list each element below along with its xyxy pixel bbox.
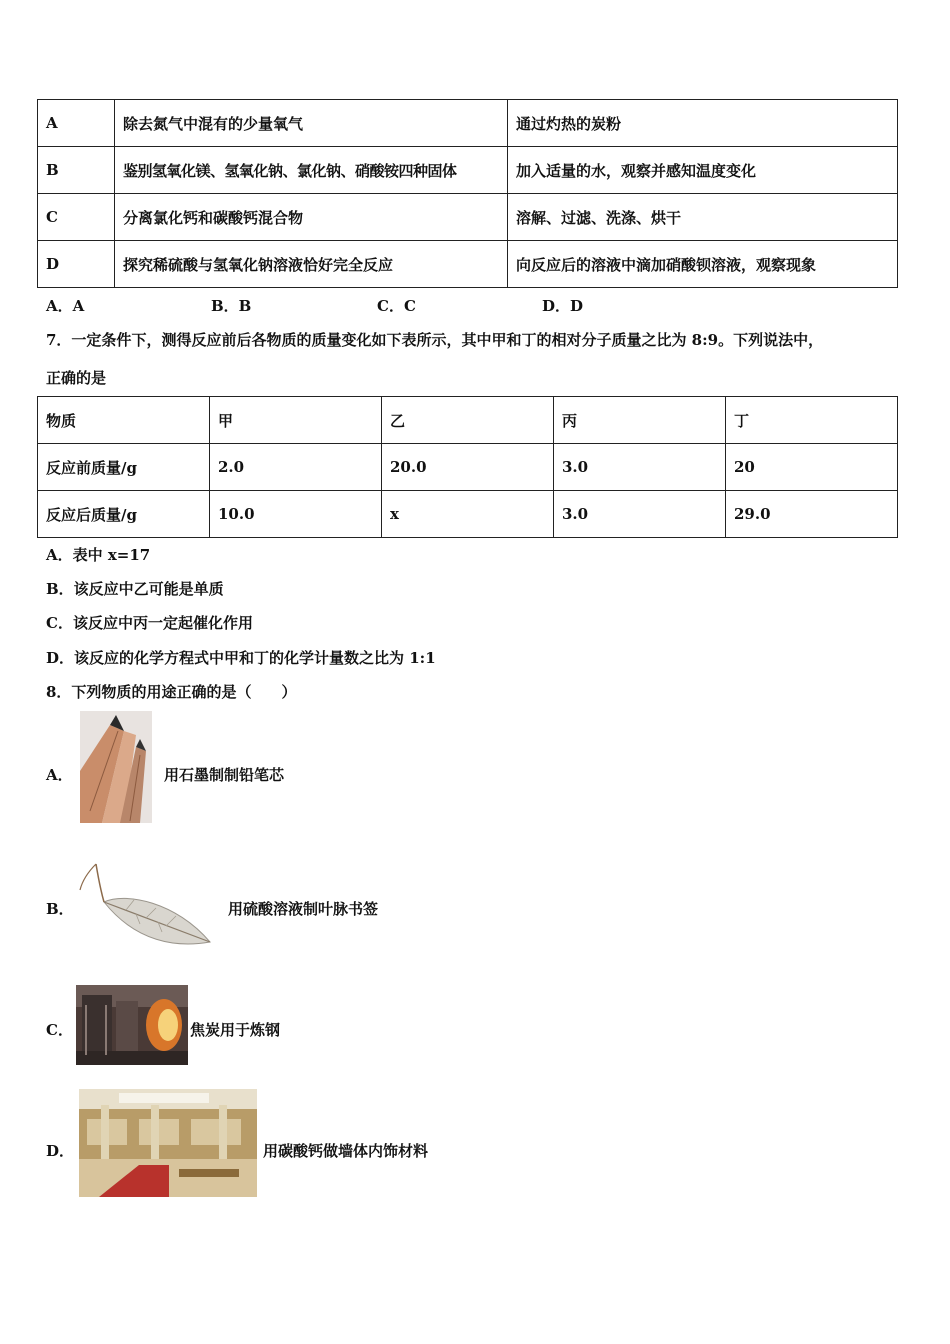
experiment-method: 溶解、过滤、洗涤、烘干 xyxy=(508,194,898,241)
hall-icon xyxy=(79,1089,257,1197)
experiment-method: 向反应后的溶液中滴加硝酸钡溶液，观察现象 xyxy=(508,241,898,288)
q8-option-b-letter[interactable]: B． xyxy=(46,900,74,918)
q6-option-c[interactable]: C．C xyxy=(377,297,416,315)
q8-option-a-text: 用石墨制制铅笔芯 xyxy=(164,766,285,784)
row-letter: C xyxy=(38,194,115,241)
q6-option-b[interactable]: B．B xyxy=(211,297,252,315)
table-row xyxy=(38,147,898,194)
q8-option-c-text: 焦炭用于炼钢 xyxy=(190,1021,281,1039)
table-row xyxy=(38,444,898,491)
row-letter: A xyxy=(38,100,115,147)
table-header-cell: 物质 xyxy=(38,397,210,444)
q8-option-a-letter[interactable]: A． xyxy=(46,766,73,784)
pencil-tips-photo xyxy=(80,711,152,823)
table-cell: 反应前质量/g xyxy=(38,444,210,491)
q7-mass-table xyxy=(37,396,898,538)
table-header-cell: 甲 xyxy=(210,397,382,444)
pencil-icon xyxy=(80,711,152,823)
table-header-cell: 丁 xyxy=(726,397,898,444)
q8-option-d-text: 用碳酸钙做墙体内饰材料 xyxy=(263,1142,429,1160)
table-header-cell: 乙 xyxy=(382,397,554,444)
steel-furnace-photo xyxy=(76,985,188,1065)
q8-option-c-letter[interactable]: C． xyxy=(46,1021,73,1039)
table-cell: 20 xyxy=(726,444,898,491)
table-cell: 10.0 xyxy=(210,491,382,538)
experiment-purpose: 探究稀硫酸与氢氧化钠溶液恰好完全反应 xyxy=(115,241,508,288)
table-cell: x xyxy=(382,491,554,538)
q7-option-a[interactable]: A．表中 x=17 xyxy=(46,546,151,564)
table-cell: 3.0 xyxy=(554,444,726,491)
experiment-method: 加入适量的水，观察并感知温度变化 xyxy=(508,147,898,194)
row-letter: D xyxy=(38,241,115,288)
hall-interior-photo xyxy=(79,1089,257,1197)
q7-stem-line1: 7．一定条件下，测得反应前后各物质的质量变化如下表所示，其中甲和丁的相对分子质量之比为 8:9。下列说法中， xyxy=(46,331,824,349)
table-cell: 2.0 xyxy=(210,444,382,491)
q7-option-d[interactable]: D．该反应的化学方程式中甲和丁的化学计量数之比为 1:1 xyxy=(46,649,436,667)
q7-option-c[interactable]: C．该反应中丙一定起催化作用 xyxy=(46,614,253,632)
table-row xyxy=(38,491,898,538)
q7-option-b[interactable]: B．该反应中乙可能是单质 xyxy=(46,580,224,598)
table-row xyxy=(38,194,898,241)
q8-option-d-letter[interactable]: D． xyxy=(46,1142,75,1160)
leaf-icon xyxy=(76,862,216,952)
q8-option-b-text: 用硫酸溶液制叶脉书签 xyxy=(228,900,379,918)
leaf-skeleton-photo xyxy=(76,862,216,952)
q6-option-d[interactable]: D．D xyxy=(542,297,584,315)
table-cell: 3.0 xyxy=(554,491,726,538)
furnace-icon xyxy=(76,985,188,1065)
experiment-purpose: 除去氮气中混有的少量氧气 xyxy=(115,100,508,147)
table-row xyxy=(38,397,898,444)
table-cell: 反应后质量/g xyxy=(38,491,210,538)
experiment-purpose: 分离氯化钙和碳酸钙混合物 xyxy=(115,194,508,241)
table-cell: 20.0 xyxy=(382,444,554,491)
q8-stem: 8．下列物质的用途正确的是（ ） xyxy=(46,683,297,701)
q6-option-a[interactable]: A．A xyxy=(46,297,85,315)
table-cell: 29.0 xyxy=(726,491,898,538)
row-letter: B xyxy=(38,147,115,194)
table-row xyxy=(38,241,898,288)
table-header-cell: 丙 xyxy=(554,397,726,444)
experiment-purpose: 鉴别氢氧化镁、氢氧化钠、氯化钠、硝酸铵四种固体 xyxy=(115,147,508,194)
experiment-method: 通过灼热的炭粉 xyxy=(508,100,898,147)
q7-stem-line2: 正确的是 xyxy=(46,369,107,387)
table-row xyxy=(38,100,898,147)
q6-options-table xyxy=(37,99,898,288)
